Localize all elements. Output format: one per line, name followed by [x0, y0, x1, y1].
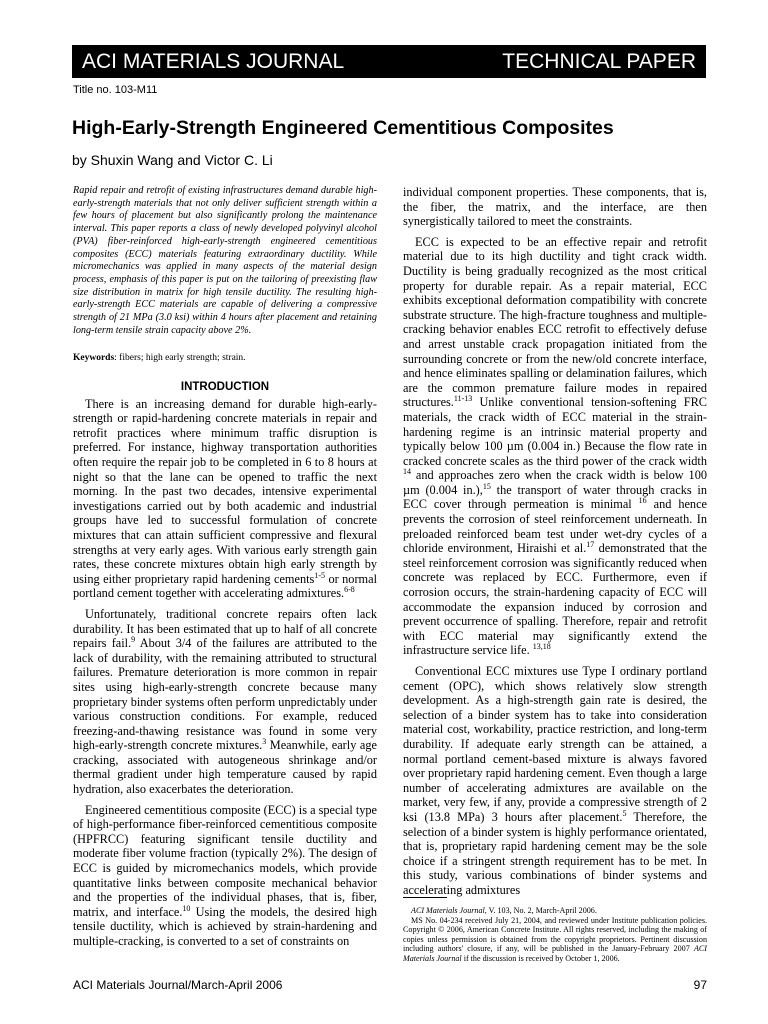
citation: 6-8 [344, 585, 355, 595]
text-run: Therefore, the selection of a binder system is highly performance orientated, that is, proprietary rapid hardening cement may be the sole choice if a stringent strength requirement has to be met. In this study, various combinations of binder systems and accelerating admixtures [403, 809, 707, 897]
text-run: and hence prevents the corrosion of steel reinforcement underneath. In preloaded reinforced beam test under wet-dry cycles of a chloride environment, Hiraishi et al. [403, 497, 707, 556]
footnote-issue: , V. 103, No. 2, March-April 2006. [484, 906, 597, 915]
citation: 3 [262, 737, 267, 747]
intro-paragraph-3-end: individual component properties. These components, that is, the fiber, the matrix, and the interface, are then synergistically tailored to meet the constraints. [403, 185, 707, 229]
footnote [403, 906, 707, 964]
title-number: Title no. 103-M11 [73, 84, 158, 96]
text-run: Engineered cementitious composite (ECC) is a special type of high-performance fiber-reinforced cementitious composite (HPFRCC) featuring significant tensile ductility and moderate fiber volume fraction (typically 2%). The design of ECC is guided by micromechanics models, which provide quantitative links between composite mechanical behavior and the properties of the individual phases, that is, fiber, matrix, and interface. [73, 802, 377, 919]
paper-authors: by Shuxin Wang and Victor C. Li [72, 152, 273, 168]
citation: 5 [622, 808, 627, 818]
text-run: and approaches zero when the crack width is below 100 µm (0.004 in.), [403, 468, 707, 497]
text-run: ECC is expected to be an effective repair and retrofit material due to its high ductility and tight crack width. Ductility is being gradually recognized as the most critical property for durable repair. As a repair material, ECC exhibits exceptional deformation compatibility with concrete substrate structure. The high-fracture toughness and multiple-cracking behavior enables ECC retrofit to effectively defuse and arrest unstable crack propagation initiated from the surrounding concrete or from the new/old concrete interface, and hence eliminates spalling or delamination failures, which are the common premature failure modes in repaired structures. [403, 234, 707, 410]
citation: 11-13 [453, 394, 473, 404]
citation: 17 [586, 540, 595, 550]
text-run: Unfortunately, traditional concrete repairs often lack durability. It has been estimated that up to half of all concrete repairs fail. [73, 606, 377, 651]
keywords-text: : fibers; high early strength; strain. [114, 353, 246, 364]
citation: 1-5 [314, 570, 325, 580]
citation: 13,18 [532, 642, 551, 652]
text-run: About 3/4 of the failures are attributed to the lack of durability, with the remaining attributed to structural failures. Premature deterioration is more common in repair sites using high-early-strength concrete because many proprietary binder systems often perform unpredictably under various construction conditions. For example, reduced freezing-and-thawing resistance was found in some very high-early-strength concrete mixtures. [73, 636, 377, 753]
abstract: Rapid repair and retrofit of existing infrastructures demand durable high-early-strength materials that not only deliver sufficient strength within a few hours of placement but also significantly prolong the maintenance interval. This paper reports a class of newly developed polyvinyl alcohol (PVA) fiber-reinforced high-early-strength engineered cementitious composites (ECC) materials featuring extraordinary ductility. While micromechanics was applied in many aspects of the material design process, emphasis of this paper is put on the tailoring of preexisting flaw size distribution in matrix for high tensile ductility. The resulting high-early-strength ECC materials are capable of delivering a compressive strength of 21 MPa (3.0 ksi) within 4 hours after placement and retaining long-term tensile strain capacity above 2%. [73, 185, 377, 336]
journal-name: ACI MATERIALS JOURNAL [82, 50, 345, 73]
citation: 15 [482, 481, 491, 491]
footnote-body: MS No. 04-234 received July 21, 2004, and reviewed under Institute publication policies. Copyright © 2006, American Concrete Institute. All rights reserved, including the making of copies unless permission is obtained from the copyright proprietors. Pertinent discussion including authors' closure, if any, will be published in the January-February 2007 [403, 915, 707, 954]
journal-banner [72, 45, 706, 78]
citation: 9 [131, 635, 136, 645]
text-run: There is an increasing demand for durable high-early-strength or rapid-hardening concrete materials in repair and retrofit practices where minimum traffic disruption is preferred. For instance, highway transportation authorities often require the repair job to be completed in 6 to 8 hours at night so that the lane can be opened to traffic the next morning. In the past two decades, intensive experimental investigations carried out by both academic and industrial groups have led to successful formulation of concrete mixtures that can attain sufficient compressive and flexural strengths at very early ages. With various early strength gain rates, these concrete mixtures obtain high early strength by using either proprietary rapid hardening cements [73, 396, 377, 586]
footer-journal-issue: ACI Materials Journal/March-April 2006 [73, 978, 283, 992]
text-run: or normal portland cement together with accelerating admixtures. [73, 571, 377, 601]
keywords-label: Keywords [73, 353, 115, 364]
intro-paragraph-2 [73, 607, 377, 797]
intro-paragraph-1 [73, 397, 377, 601]
intro-paragraph-4 [403, 235, 707, 658]
text-run: Conventional ECC mixtures use Type I ordinary portland cement (OPC), which shows relatively slow strength development. As a high-strength gain rate is desired, the selection of a binder system has to take into consideration material cost, workability, practice restriction, and long-term durability. If adequate early strength can be attained, a normal portland cement-based mixture is always favored over proprietary rapid hardening cement. Even though a large number of accelerating admixtures are available on the market, very few, if any, provide a compressive strength of 2 ksi (13.8 MPa) 3 hours after placement. [403, 664, 707, 824]
text-run: demonstrated that the steel reinforcement corrosion was significantly reduced when concrete was replaced by ECC. Furthermore, even if corrosion occurs, the strain-hardening capacity of ECC will accommodate the expansion induced by corrosion and prevent occurrence of spalling. Therefore, repair and retrofit with ECC material may significantly extend the infrastructure service life. [403, 541, 707, 658]
keywords [73, 351, 377, 366]
intro-paragraph-3 [73, 803, 377, 949]
footnote-rule [403, 897, 447, 898]
text-run: the transport of water through cracks in ECC cover through permeation is minimal [403, 482, 707, 512]
left-column [73, 185, 377, 949]
right-column [403, 185, 707, 898]
intro-paragraph-5 [403, 664, 707, 898]
text-run: Meanwhile, early age cracking, associated with autogeneous shrinkage and/or thermal gradient under high temperature caused by rapid hydration, also exacerbates the deterioration. [73, 738, 377, 797]
footnote-deadline: if the discussion is received by October 1, 2006. [461, 953, 620, 963]
footnote-journal: ACI Materials Journal [403, 944, 707, 963]
section-label: TECHNICAL PAPER [502, 50, 696, 73]
footnote-journal: ACI Materials Journal [411, 906, 485, 915]
citation: 16 [638, 496, 647, 506]
citation: 14 [403, 467, 411, 477]
text-run: Unlike conventional tension-softening FRC materials, the crack width of ECC material in the strain-hardening regime is an intrinsic material property and typically below 100 µm (0.004 in.) Because the flow rate in cracked concrete scales as the third power of the crack width [403, 395, 707, 468]
page-number: 97 [693, 978, 707, 992]
citation: 10 [182, 903, 191, 913]
section-heading: INTRODUCTION [180, 381, 270, 394]
paragraph-3-continued: Using the models, the desired high tensile ductility, which is achieved by strain-hardening and multiple-cracking, is converted to a set of constraints on [73, 904, 377, 948]
paper-title: High-Early-Strength Engineered Cementitious Composites [72, 117, 614, 139]
